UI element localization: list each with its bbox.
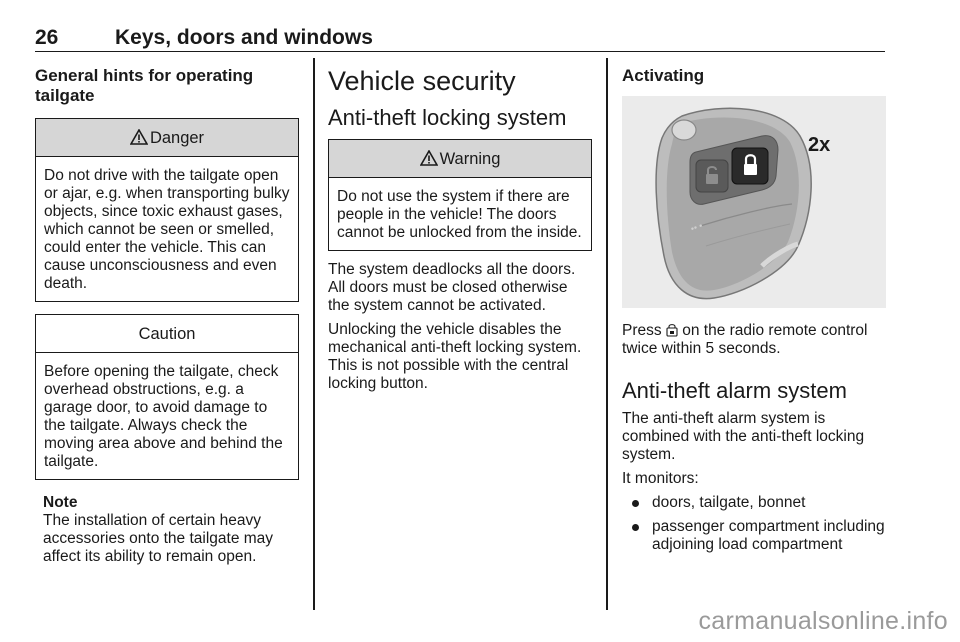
remote-key-figure: [622, 96, 886, 308]
bullet-icon: [632, 500, 639, 507]
deadlock-paragraph: The system deadlocks all the doors. All doors must be closed otherwise the system cannot be activated.: [328, 261, 576, 314]
alarm-paragraph: The anti-theft alarm system is combined with the anti-theft locking system.: [622, 410, 865, 463]
lock-symbol-icon: [666, 323, 678, 337]
warning-triangle-icon: [130, 129, 148, 145]
page-number: 26: [35, 26, 59, 49]
warning-box: [328, 139, 592, 251]
monitors-label: It monitors:: [622, 470, 699, 487]
subsection-title: Anti-theft locking system: [328, 105, 567, 130]
page-header: [35, 18, 885, 52]
list-item: passenger compartment including adjoining load compartment: [630, 518, 886, 554]
chapter-title: Keys, doors and windows: [115, 26, 373, 49]
activating-heading: Activating: [622, 66, 705, 85]
column-divider-2: [606, 58, 608, 610]
bullet-icon: [632, 524, 639, 531]
press-instruction: [622, 322, 886, 358]
note-block: [35, 494, 285, 566]
section-title: Vehicle security: [328, 66, 516, 96]
note-title: Note: [43, 494, 78, 511]
warning-box-header: [329, 140, 591, 178]
column-2: [328, 66, 592, 393]
monitors-list: [630, 494, 886, 554]
alarm-heading: Anti-theft alarm system: [622, 378, 847, 403]
column-1: [35, 66, 299, 566]
caution-text: Before opening the tailgate, check overhead obstructions, e.g. a garage door, to avoid damage to the tailgate. Always check the moving area above and behind the tailgate.: [44, 363, 283, 470]
press-count-label: 2x: [808, 134, 831, 156]
list-item: doors, tailgate, bonnet: [630, 494, 886, 512]
note-text: The installation of certain heavy accessories onto the tailgate may affect its ability to remain open.: [43, 512, 274, 565]
warning-text: Do not use the system if there are people in the vehicle! The doors cannot be unlocked from the inside.: [337, 188, 582, 241]
caution-box: [35, 314, 299, 480]
watermark[interactable]: carmanualsonline.info: [698, 607, 948, 635]
caution-title: Caution: [36, 315, 298, 353]
column-3: [622, 66, 886, 560]
press-before-text: Press: [622, 322, 662, 339]
warning-triangle-icon: [420, 150, 438, 166]
unlocking-paragraph: Unlocking the vehicle disables the mechanical anti-theft locking system. This is not possible with the central locking button.: [328, 321, 582, 392]
danger-title: Danger: [149, 129, 205, 147]
warning-title: Warning: [439, 150, 501, 168]
danger-box: [35, 118, 299, 302]
remote-key-illustration: [622, 96, 886, 308]
column-divider-1: [313, 58, 315, 610]
tailgate-hints-heading: General hints for operating tailgate: [35, 66, 254, 105]
danger-box-header: [36, 119, 298, 157]
danger-text: Do not drive with the tailgate open or ajar, e.g. when transporting bulky objects, since toxic exhaust gases, which cannot be seen or smelled, could enter the vehicle. This can cause unconsciousness and even death.: [44, 167, 290, 292]
press-after-text: on the radio remote control twice within 5 seconds.: [622, 322, 868, 357]
svg-text:•• •: •• •: [689, 220, 704, 234]
